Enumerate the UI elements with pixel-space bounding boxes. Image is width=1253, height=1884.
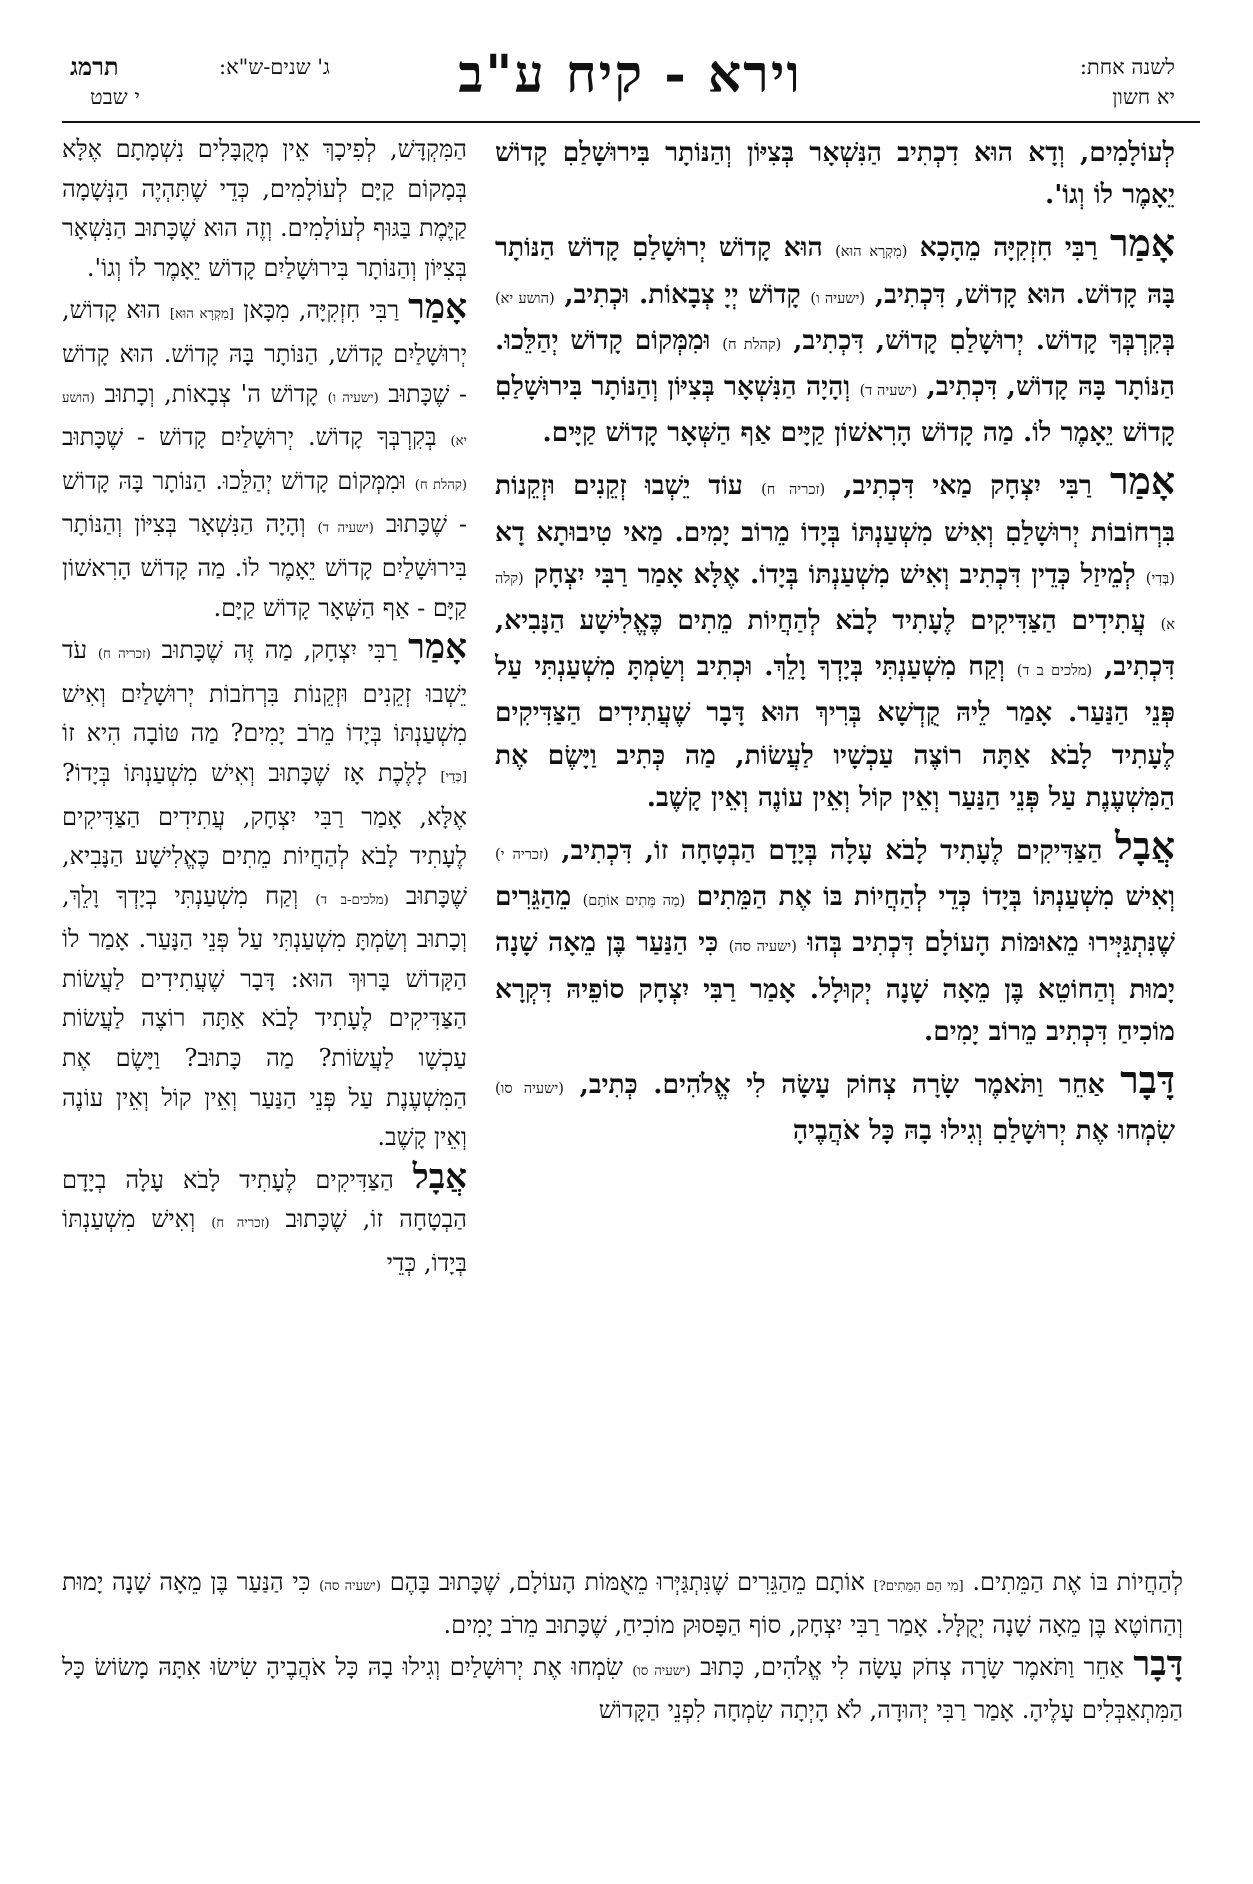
header-one-year-date: יא חשון [1112,85,1175,109]
verse-reference: (הושע יא) [495,289,555,307]
verse-reference: (זכריה ח) [211,1216,270,1232]
verse-reference: (זכריה י) [495,846,549,864]
opening-word: דָּבָר [1133,1644,1183,1684]
verse-reference: (קהלת ח) [722,335,782,353]
header-right [945,52,1175,122]
verse-reference: (מִקְרָא הוּא) [835,243,908,261]
main-paragraph: אֲבָל הַצַּדִּיקִים לֶעָתִיד לָבֹא עָלָה בְּיָדָם הַבְטָחָה זוֹ, דִּכְתִיב, (זכריה י) וְאִישׁ מִשְׁעַנְתּוֹ בְּיָדוֹ כְּדֵי לְהַחֲיוֹת בּוֹ אֶת הַמֵּתִים (מַה מֵּתִים אוֹתָם) מֵהַגֵּרִים שֶׁנִּתְגַּיְּירוּ מֵאוּמּוֹת הָעוֹלָם דִּכְתִיב בְּהוּ (ישעיה סה) כִּי הַנַּעַר בֶּן מֵאָה שָׁנָה יָמוּת וְהַחוֹטֵא בֶּן מֵאָה שָׁנָה יְקוּלָל. אָמַר רַבִּי יִצְחָק סוֹפֵיהּ דִּקְרָא מוֹכִיחַ דִּכְתִיב מֵרוֹב יָמִים. [495,824,1175,1047]
verse-reference: [מִי הֵם הַמֵּתִים?] [873,1579,964,1594]
opening-word: אָמַר [408,287,467,328]
translation-paragraph: אָמַר רַבִּי יִצְחָק, מַה זֶּה שֶׁכָּתוּב (זכריה ח) עֹד יֵשְׁבוּ זְקֵנִים וּזְקֵנוֹת בִּרְחֹבוֹת יְרוּשָׁלַיִם וְאִישׁ מִשְׁעַנְתּוֹ בְּיָדוֹ מֵרֹב יָמִים? מַה טּוֹבָה הִיא זוֹ [כְּדֵי] לָלֶכֶת אָז שֶׁכָּתוּב וְאִישׁ מִשְׁעַנְתּוֹ בְּיָדוֹ? אֶלָּא, אָמַר רַבִּי יִצְחָק, עֲתִידִים הַצַּדִּיקִים לֶעָתִיד לָבֹא לְהַחֲיוֹת מֵתִים כֶּאֱלִישָׁע הַנָּבִיא, שֶׁכָּתוּב (מלכים-ב ד) וְקַח מִשְׁעַנְתִּי בְיָדְךָ וָלֵךְ, וְכָתוּב וְשַׂמְתָּ מִשְׁעַנְתִּי עַל פְּנֵי הַנָּעַר. אָמַר לוֹ הַקָּדוֹשׁ בָּרוּךְ הוּא: דָּבָר שֶׁעֲתִידִים לַעֲשׂוֹת הַצַּדִּיקִים לֶעָתִיד לָבֹא אַתָּה רוֹצֶה לַעֲשׂוֹת עַכְשָׁו לַעֲשׂוֹת? מַה כָּתוּב? וַיָּשֶׂם אֶת הַמִּשְׁעֶנֶת עַל פְּנֵי הַנַּעַר וְאֵין קוֹל וְאֵין עוֹנֶה וְאֵין קָשֶׁב. [62,627,467,1152]
verse-reference: (ישעיה ד) [317,521,374,537]
translation-paragraph: אָמַר רַבִּי חִזְקִיָּה, מִכָּאן [מִקְרָא הוּא] הוּא קָדוֹשׁ, יְרוּשָׁלַיִם קָדוֹשׁ, הַנּוֹתָר בָּהּ קָדוֹשׁ. הוּא קָדוֹשׁ - שֶׁכָּתוּב (ישעיה ו) קָדוֹשׁ ה' צְבָאוֹת, וְכָתוּב (הושע יא) בְּקִרְבְּךָ קָדוֹשׁ. יְרוּשָׁלַיִם קָדוֹשׁ - שֶׁכָּתוּב (קהלת ח) וּמִמְּקוֹם קָדוֹשׁ יְהַלֵּכוּ. הַנּוֹתָר בָּהּ קָדוֹשׁ - שֶׁכָּתוּב (ישעיה ד) וְהָיָה הַנִּשְׁאָר בְּצִיּוֹן וְהַנּוֹתָר בִּירוּשָׁלַיִם קָדוֹשׁ יֵאָמֶר לוֹ. מַה קָדוֹשׁ הָרִאשׁוֹן קַיָּם - אַף הַשְּׁאָר קָדוֹשׁ קַיָּם. [62,287,467,622]
verse-reference: (ישעיה ד) [859,382,918,400]
main-text-column [495,132,1175,1562]
verse-reference: (מַה מֵּתִים אוֹתָם) [582,892,686,910]
opening-word: דָּבָר [1120,1058,1175,1103]
verse-reference: (זכריה ח) [761,481,826,499]
opening-word: אֲבָל [1115,824,1175,869]
verse-reference: (בְּדִי) [1145,569,1175,587]
verse-reference: (ישעיה סו) [632,1664,691,1679]
translation-paragraph: דָּבָר אַחֵר וַתֹּאמֶר שָׂרָה צְחֹק עָשָׂה לִי אֱלֹהִים, כָּתוּב (ישעיה סו) שִׂמְחוּ אֶת יְרוּשָׁלַיִם וְגִילוּ בָהּ כָּל אֹהֲבֶיהָ שִׂישׂוּ אִתָּהּ מָשׂוֹשׂ כָּל הַמִּתְאַבְּלִים עָלֶיהָ. אָמַר רַבִּי יְהוּדָה, לֹא הָיְתָה שִׂמְחָה לִפְנֵי הַקָּדוֹשׁ [62,1644,1183,1724]
header-left [70,52,330,122]
header-three-year-date: י שבט [90,85,140,109]
verse-reference: (קהלת ח) [414,477,467,493]
verse-reference: (זכריה ח) [97,647,151,663]
bottom-translation-block [62,1563,1183,1813]
translation-column [62,130,467,1562]
main-paragraph: דָּבָר אַחֵר וַתֹּאמֶר שָׂרָה צְחוֹק עָשָׂה לִי אֱלֹהִים. כְּתִיב, (ישעיה סו) שִׂמְחוּ אֶת יְרוּשָׁלַםִ וְגִילוּ בָהּ כָּל אֹהֲבֶיהָ [495,1058,1175,1147]
verse-reference: (הושע יא) [62,390,467,450]
verse-reference: (ישעיה סו) [495,1080,564,1098]
header-three-year-label: ג' שנים-ש"א: [219,55,330,79]
verse-reference: (מלכים ב ד) [1016,662,1093,680]
page-title: וירא - קיח ע"ב [458,44,802,105]
main-paragraph: אָמַר רַבִּי יִצְחָק מַאי דִּכְתִיב, (זכריה ח) עוֹד יֵשְׁבוּ זְקֵנִים וּזְקֵנוֹת בִּרְחוֹבוֹת יְרוּשָׁלַםִ וְאִישׁ מִשְׁעַנְתּוֹ בְּיָדוֹ מֵרוֹב יָמִים. מַאי טִיבוּתָא דָא (בְּדִי) לְמֵיזַל כְּדֵין דִּכְתִיב וְאִישׁ מִשְׁעַנְתּוֹ בְּיָדוֹ. אֶלָּא אָמַר רַבִּי יִצְחָק (קלה א) עֲתִידִים הַצַּדִּיקִים לֶעָתִיד לָבֹא לְהַחֲיוֹת מֵתִים כֶּאֱלִישָׁע הַנָּבִיא, דִּכְתִיב, (מלכים ב ד) וְקַח מִשְׁעַנְתִּי בְּיָדְךָ וָלֵךְ. וּכְתִיב וְשַׂמְתָּ מִשְׁעַנְתִּי עַל פְּנֵי הַנַּעַר. אָמַר לֵיהּ קֻדְשָׁא בְּרִיךְ הוּא דָּבָר שֶׁעֲתִידִים הַצַּדִּיקִים לֶעָתִיד לָבֹא אַתָּה רוֹצֶה עַכְשָׁיו לַעֲשׂוֹת, מַה כְּתִיב וַיָּשֶׂם אֶת הַמִּשְׁעֶנֶת עַל פְּנֵי הַנַּעַר וְאֵין קוֹל וְאֵין עוֹנֶה וְאֵין קָשֶׁב. [495,459,1175,813]
opening-word: אֲבָל [412,1156,467,1197]
opening-word: אָמַר [408,627,467,668]
translation-paragraph: הַמִּקְדָּשׁ, לְפִיכָךְ אֵין מְקֻבָּלִים נִשְׁמָתָם אֶלָּא בְּמָקוֹם קַיָּם לְעוֹלָמִים, כְּדֵי שֶׁתִּהְיֶה הַנְּשָׁמָה קַיֶּמֶת בַּגּוּף לְעוֹלָמִים. וְזֶה הוּא שֶׁכָּתוּב הַנִּשְׁאָר בְּצִיּוֹן וְהַנּוֹתָר בִּירוּשָׁלַיִם קָדוֹשׁ יֵאָמֶר לוֹ וְגוֹ'. [62,135,467,282]
opening-word: אָמַר [1110,221,1175,266]
verse-reference: [כְּדֵי] [440,769,467,785]
verse-reference: (מלכים-ב ד) [315,892,389,908]
verse-reference: (ישעיה ו) [810,289,866,307]
header-divider [62,121,1200,123]
main-paragraph: לְעוֹלָמִים, וְדָא הוּא דִכְתִיב הַנִּשְׁאָר בְּצִיּוֹן וְהַנּוֹתָר בִּירוּשָׁלַםִ קָדוֹשׁ יֵאָמֶר לוֹ וְגוֹ'. [495,137,1175,211]
header-one-year-label: לשנה אחת: [1079,55,1175,79]
verse-reference: (ישעיה סה) [728,938,797,956]
verse-reference: [מִקְרָא הוּא] [169,307,234,323]
main-paragraph: אָמַר רַבִּי חִזְקִיָּה מֵהָכָא (מִקְרָא הוּא) הוּא קָדוֹשׁ יְרוּשָׁלַםִ קָדוֹשׁ הַנּוֹתָר בָּהּ קָדוֹשׁ. הוּא קָדוֹשׁ, דִּכְתִיב, (ישעיה ו) קָדוֹשׁ יְיָ צְבָאוֹת. וּכְתִיב, (הושע יא) בְּקִרְבְּךָ קָדוֹשׁ. יְרוּשָׁלַםִ קָדוֹשׁ, דִּכְתִיב, (קהלת ח) וּמִמְּקוֹם קָדוֹשׁ יְהַלֵּכוּ. הַנּוֹתָר בָּהּ קָדוֹשׁ, דִּכְתִיב, (ישעיה ד) וְהָיָה הַנִּשְׁאָר בְּצִיּוֹן וְהַנּוֹתָר בִּירוּשָׁלַםִ קָדוֹשׁ יֵאָמֶר לוֹ. מַה קָדוֹשׁ הָרִאשׁוֹן קַיָּים אַף הַשְּׁאָר קָדוֹשׁ קַיָּים. [495,221,1175,449]
verse-reference: (קלה א) [495,569,1175,634]
translation-paragraph: אֲבָל הַצַּדִּיקִים לֶעָתִיד לָבֹא עָלָה בְיָדָם הַבְטָחָה זוֹ, שֶׁכָּתוּב (זכריה ח) וְאִישׁ מִשְׁעַנְתּוֹ בְּיָדוֹ, כְּדֵי [62,1156,467,1278]
opening-word: אָמַר [1110,459,1175,504]
translation-paragraph: לְהַחֲיוֹת בּוֹ אֶת הַמֵּתִים. [מִי הֵם הַמֵּתִים?] אוֹתָם מֵהַגֵּרִים שֶׁנִּתְגַּיְּרוּ מֵאֻמּוֹת הָעוֹלָם, שֶׁכָּתוּב בָּהֶם (ישעיה סה) כִּי הַנַּעַר בֶּן מֵאָה שָׁנָה יָמוּת וְהַחוֹטֶא בֶּן מֵאָה שָׁנָה יְקֻלָּל. אָמַר רַבִּי יִצְחָק, סוֹף הַפָּסוּק מוֹכִיחַ, שֶׁכָּתוּב מֵרֹב יָמִים. [62,1568,1183,1639]
verse-reference: (ישעיה סה) [319,1579,382,1594]
page-number: תרמג [70,52,119,81]
verse-reference: (ישעיה ו) [327,390,379,406]
